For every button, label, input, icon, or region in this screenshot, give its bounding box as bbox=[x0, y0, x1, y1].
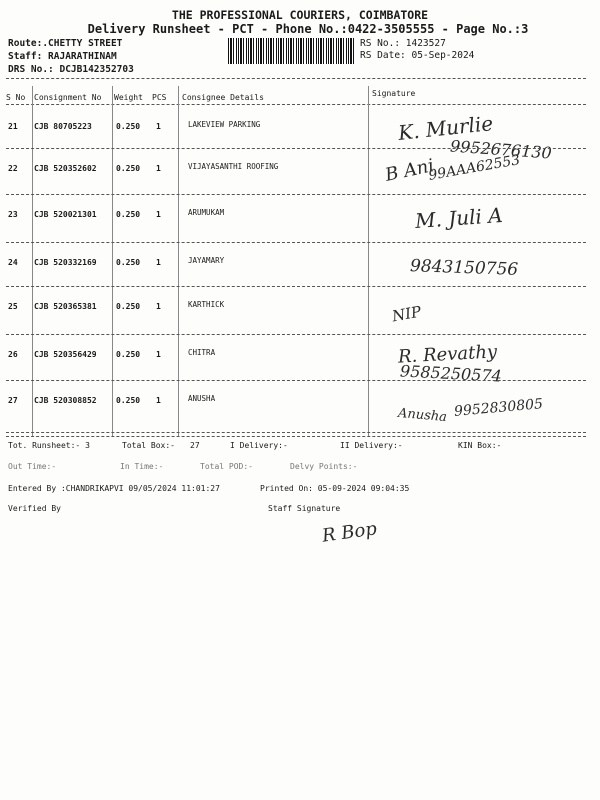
col-header-weight: Weight bbox=[114, 93, 143, 102]
row-consignment-no: CJB 520332169 bbox=[34, 258, 97, 267]
row-consignee: ARUMUKAM bbox=[188, 208, 225, 217]
column-rule bbox=[368, 86, 369, 436]
row-consignee: ANUSHA bbox=[188, 394, 216, 403]
total-box-label: Total Box:- bbox=[122, 441, 175, 450]
row-pcs: 1 bbox=[156, 164, 161, 173]
column-rule bbox=[178, 86, 179, 436]
row-consignee: VIJAYASANTHI ROOFING bbox=[188, 162, 279, 171]
divider bbox=[6, 104, 586, 105]
drs-number: DRS No.: DCJB142352703 bbox=[8, 64, 134, 75]
row-consignee: JAYAMARY bbox=[188, 256, 225, 265]
row-divider bbox=[6, 148, 586, 149]
printed-on: Printed On: 05-09-2024 09:04:35 bbox=[260, 484, 410, 493]
row-divider bbox=[6, 194, 586, 195]
barcode bbox=[228, 38, 354, 64]
row-pcs: 1 bbox=[156, 210, 161, 219]
i-delivery: I Delivery:- bbox=[230, 441, 288, 450]
row-divider bbox=[6, 432, 586, 433]
row-consignee: LAKEVIEW PARKING bbox=[188, 120, 261, 129]
tot-runsheet: Tot. Runsheet:- 3 bbox=[8, 441, 90, 450]
row-consignee: KARTHICK bbox=[188, 300, 225, 309]
row-weight: 0.250 bbox=[116, 164, 141, 173]
in-time: In Time:- bbox=[120, 462, 164, 471]
ii-delivery: II Delivery:- bbox=[340, 441, 403, 450]
row-phone: 9952676130 bbox=[449, 136, 553, 163]
row-phone: 9585250574 bbox=[399, 361, 503, 386]
col-header-sno: S No bbox=[6, 93, 26, 102]
row-signature: Anusha bbox=[397, 405, 448, 426]
rs-number: RS No.: 1423527 bbox=[360, 38, 446, 49]
row-sno: 24 bbox=[8, 258, 18, 267]
col-header-signature: Signature bbox=[372, 89, 416, 98]
row-weight: 0.250 bbox=[116, 396, 141, 405]
row-consignment-no: CJB 520352602 bbox=[34, 164, 97, 173]
row-weight: 0.250 bbox=[116, 350, 141, 359]
row-divider bbox=[6, 380, 586, 381]
total-box-value: 27 bbox=[190, 441, 200, 450]
row-consignment-no: CJB 520356429 bbox=[34, 350, 97, 359]
row-pcs: 1 bbox=[156, 302, 161, 311]
row-consignment-no: CJB 520021301 bbox=[34, 210, 97, 219]
row-weight: 0.250 bbox=[116, 122, 141, 131]
row-divider bbox=[6, 286, 586, 287]
row-signature: NIP bbox=[390, 302, 423, 326]
verified-by: Verified By bbox=[8, 504, 61, 513]
company-name: THE PROFESSIONAL COURIERS, COIMBATORE bbox=[171, 8, 429, 22]
row-sno: 27 bbox=[8, 396, 18, 405]
row-signature: R. Revathy bbox=[397, 341, 498, 368]
divider bbox=[6, 78, 586, 79]
row-consignment-no: CJB 520365381 bbox=[34, 302, 97, 311]
column-rule bbox=[112, 86, 113, 436]
row-pcs: 1 bbox=[156, 258, 161, 267]
out-time: Out Time:- bbox=[8, 462, 57, 471]
row-signature: K. Murlie bbox=[397, 111, 495, 145]
divider bbox=[6, 436, 586, 437]
row-weight: 0.250 bbox=[116, 302, 141, 311]
row-sno: 21 bbox=[8, 122, 18, 131]
row-pcs: 1 bbox=[156, 350, 161, 359]
row-sno: 23 bbox=[8, 210, 18, 219]
row-consignment-no: CJB 520308852 bbox=[34, 396, 97, 405]
row-pcs: 1 bbox=[156, 122, 161, 131]
row-divider bbox=[6, 242, 586, 243]
rs-date: RS Date: 05-Sep-2024 bbox=[360, 50, 475, 61]
row-sno: 26 bbox=[8, 350, 18, 359]
row-weight: 0.250 bbox=[116, 258, 141, 267]
delivery-points: Delvy Points:- bbox=[290, 462, 358, 471]
row-phone: 9952830805 bbox=[453, 396, 544, 420]
total-pod: Total POD:- bbox=[200, 462, 253, 471]
staff: Staff: RAJARATHINAM bbox=[8, 51, 117, 62]
row-phone: 9843150756 bbox=[409, 256, 519, 280]
runsheet-title: Delivery Runsheet - PCT - Phone No.:0422-3505555 - Page No.:3 bbox=[87, 22, 529, 36]
col-header-consignee: Consignee Details bbox=[182, 93, 264, 102]
row-consignee: CHITRA bbox=[188, 348, 216, 357]
row-signature: B Ani bbox=[383, 155, 436, 186]
row-weight: 0.250 bbox=[116, 210, 141, 219]
col-header-pcs: PCS bbox=[152, 93, 167, 102]
row-signature: M. Juli A bbox=[414, 202, 504, 234]
row-sno: 22 bbox=[8, 164, 18, 173]
row-pcs: 1 bbox=[156, 396, 161, 405]
row-consignment-no: CJB 80705223 bbox=[34, 122, 92, 131]
column-rule bbox=[32, 86, 33, 436]
row-divider bbox=[6, 334, 586, 335]
row-sno: 25 bbox=[8, 302, 18, 311]
entered-by: Entered By :CHANDRIKAPVI 09/05/2024 11:01:27 bbox=[8, 484, 220, 493]
route: Route:.CHETTY STREET bbox=[8, 38, 123, 49]
kin-box: KIN Box:- bbox=[458, 441, 502, 450]
staff-signature-label: Staff Signature bbox=[268, 504, 341, 513]
col-header-consignment: Consignment No bbox=[34, 93, 102, 102]
row-phone: 99AAA62553 bbox=[427, 152, 522, 184]
staff-signature-scrawl: R Bop bbox=[320, 518, 379, 547]
